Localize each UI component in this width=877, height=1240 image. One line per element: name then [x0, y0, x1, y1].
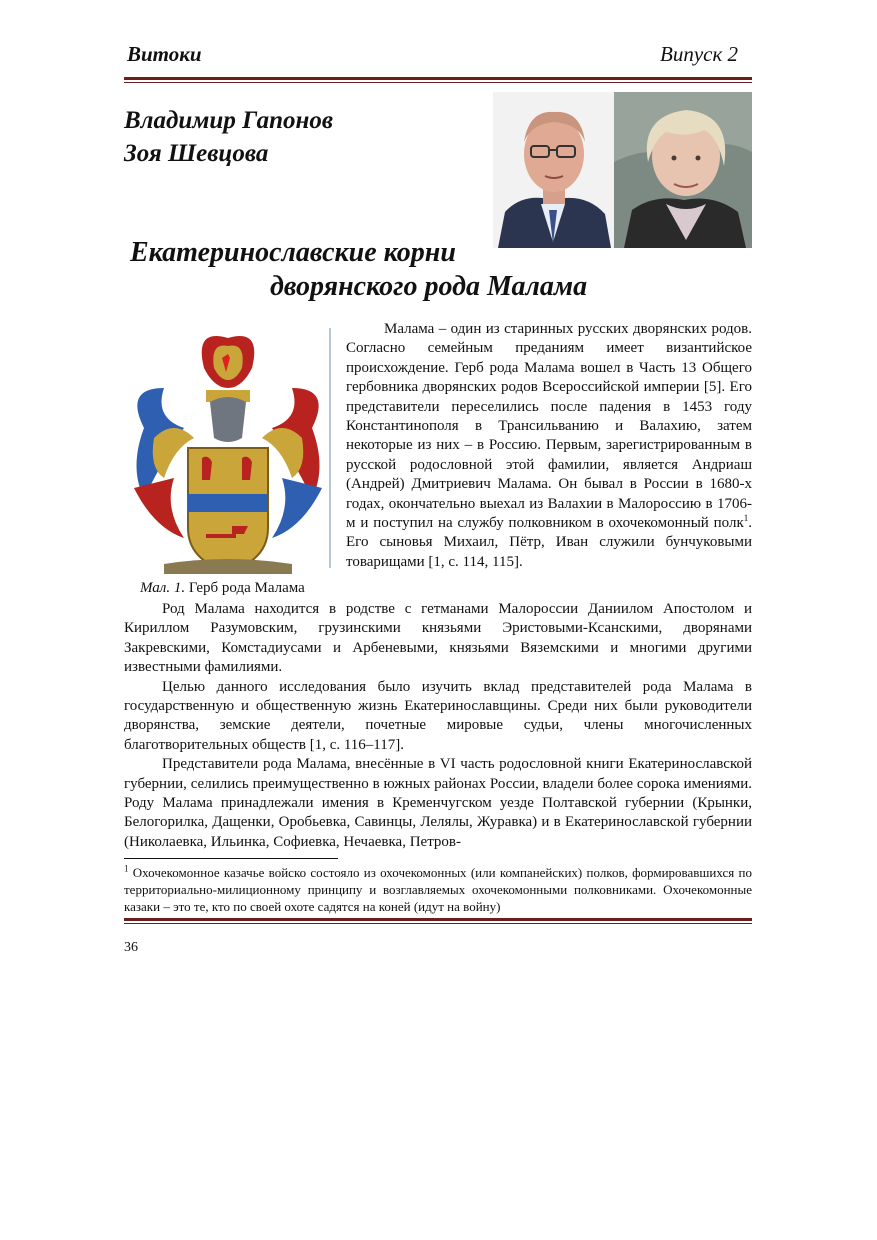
page-number: 36	[124, 940, 138, 955]
author-photo-man	[493, 92, 614, 248]
footnote-reference[interactable]: 1	[743, 513, 749, 524]
header-divider	[124, 77, 752, 83]
figure-caption	[140, 580, 305, 597]
figure-caption-text: Герб рода Малама	[188, 580, 305, 596]
paragraph: Род Малама находится в родстве с гетманами Малороссии Даниилом Апостолом и Кириллом Разумовским, грузинскими князьями Эристовыми-Ксанскими, дворянами Закревскими, Комстадиусами и Арбеневыми, князьями Вяземскими и многими другими известными фамилиями.	[124, 601, 752, 676]
title-line-2: дворянского рода Малама	[270, 271, 588, 302]
paragraph: Целью данного исследования было изучить вклад представителей рода Малама в государственную и общественную жизнь Екатеринославщины. Среди них были руководители дворянства, земские деятели, почетные мировые судьи, члены многочисленных благотворительных обществ [1, с. 116–117].	[124, 678, 752, 753]
title-line-1: Екатеринославские корни	[130, 237, 456, 268]
authors-block	[124, 104, 333, 170]
figure-label: Мал. 1.	[140, 580, 186, 596]
footnote-text: Охочекомонное казачье войско состояло из охочекомонных (или компанейских) полков, формировавшихся по территориально-милиционному принципу и возглавляемых охочекомонными полковниками. Охочекомонные казаки – это те, кто по своей охоте садятся на коней (идут на войну)	[124, 865, 752, 914]
body-paragraphs	[124, 600, 752, 852]
intro-paragraph: Малама – один из старинных русских дворянских родов. Согласно семейным преданиям имеет византийское происхождение. Герб рода Малама вошел в Часть 13 Общего гербовника дворянских родов Всероссийской империи [5]. Его представители переселились после падения в 1453 году Константинополя в Трансильванию и Валахию, затем некоторые из них – в Россию. Первым, зарегистрированным в русской родословной этой фамилии, является Андриаш (Андрей) Дмитриевич Малама. Он бывал в России в 1680-х годах, окончательно выехал из Валахии в Малороссию в 1706-м и поступил на службу полковником в охочекомонный полк	[346, 321, 752, 532]
footnote-mark: 1	[124, 863, 129, 874]
author-name: Зоя Шевцова	[124, 140, 269, 167]
author-photo-woman	[614, 92, 752, 248]
running-header-right: Випуск 2	[660, 42, 739, 66]
footnote	[124, 864, 752, 915]
author-photos	[493, 92, 752, 248]
author-name: Владимир Гапонов	[124, 107, 334, 134]
footnote-separator	[124, 858, 338, 859]
intro-paragraph-block	[346, 320, 752, 572]
paragraph: Представители рода Малама, внесённые в VI часть родословной книги Екатеринославской губернии, селились преимущественно в южных районах России, владели более сорока имениями. Роду Малама принадлежали имения в Кременчугском уезде Полтавской губернии (Крынки, Белогорилка, Дащенки, Оробьевка, Савинцы, Лелялы, Журавка) и в Екатеринославской губернии (Николаевка, Ильинка, Софиевка, Нечаевка, Петров-	[124, 756, 752, 850]
running-header-left: Витоки	[127, 42, 202, 66]
coat-of-arms-image	[124, 328, 332, 580]
footer-divider	[124, 918, 752, 924]
intro-paragraph-end: . Его сыновья Михаил, Пётр, Иван служили бунчуковыми товарищами [1, с. 114, 115].	[346, 515, 752, 570]
